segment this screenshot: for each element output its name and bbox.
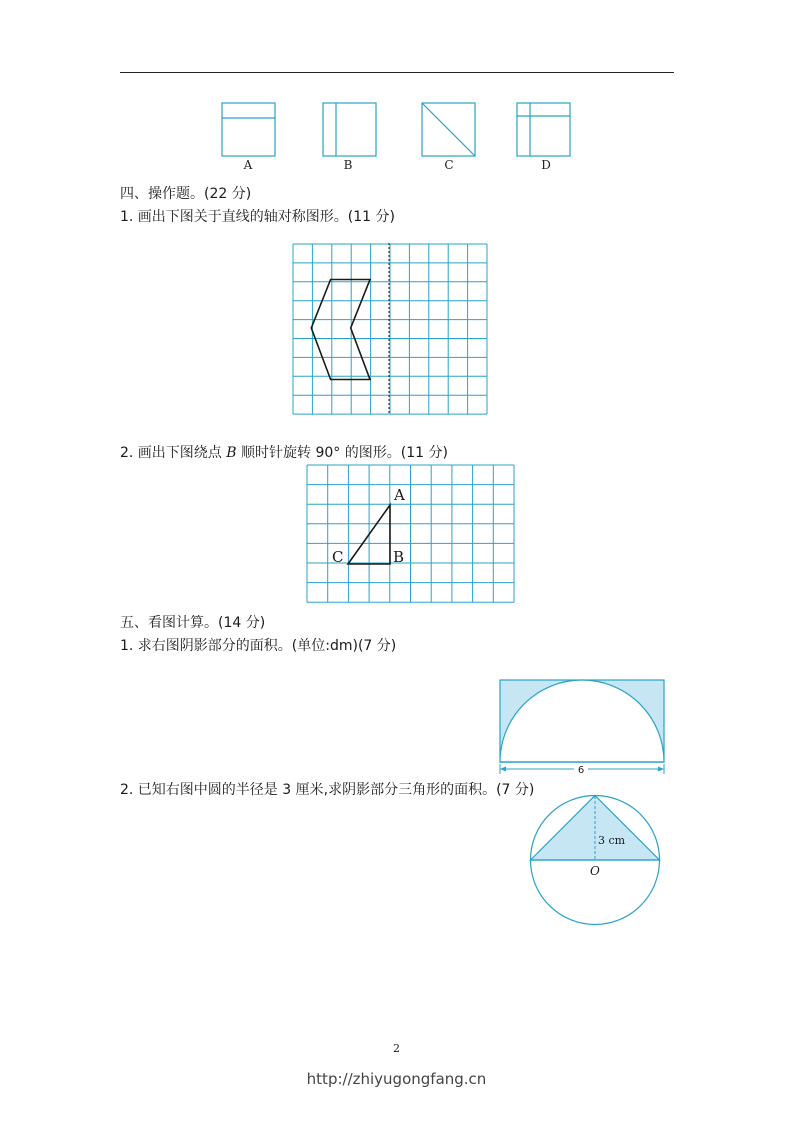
section5-q2: 2. 已知右图中圆的半径是 3 厘米,求阴影部分三角形的面积。(7 分) [120, 782, 535, 798]
label-c: C [332, 548, 344, 566]
option-a-square [221, 102, 277, 158]
option-d-label: D [541, 158, 551, 172]
symmetry-grid-figure [292, 243, 489, 415]
section5-q1: 1. 求右图阴影部分的面积。(单位:dm)(7 分) [120, 638, 397, 654]
circle-triangle-figure [526, 794, 666, 928]
arrow-shape [311, 280, 370, 380]
option-b-label: B [343, 158, 353, 172]
section4-q2-prefix: 2. 画出下图绕点 [120, 445, 227, 461]
section4-q2-suffix: 顺时针旋转 90° 的图形。(11 分) [236, 445, 448, 461]
option-c-square [421, 102, 477, 158]
top-rule [120, 72, 674, 73]
option-b-square [322, 102, 378, 158]
semicircle-figure [498, 678, 668, 778]
section4-q1: 1. 画出下图关于直线的轴对称图形。(11 分) [120, 209, 395, 225]
section4-heading: 四、操作题。(22 分) [120, 186, 252, 202]
label-a: A [394, 486, 405, 504]
rotation-grid-figure [306, 464, 516, 604]
option-c-label: C [444, 158, 454, 172]
page-number: 2 [393, 1042, 400, 1055]
option-d-square [516, 102, 572, 158]
label-b: B [393, 548, 405, 566]
radius-label: 3 cm [598, 834, 626, 847]
option-a-label: A [243, 158, 253, 172]
section5-heading: 五、看图计算。(14 分) [120, 615, 266, 631]
section4-q2-point: B [226, 445, 237, 461]
center-label: O [590, 864, 600, 878]
dimension-label: 6 [577, 765, 585, 776]
footer-url[interactable]: http://zhiyugongfang.cn [306, 1070, 487, 1088]
section4-q2 [120, 442, 448, 462]
